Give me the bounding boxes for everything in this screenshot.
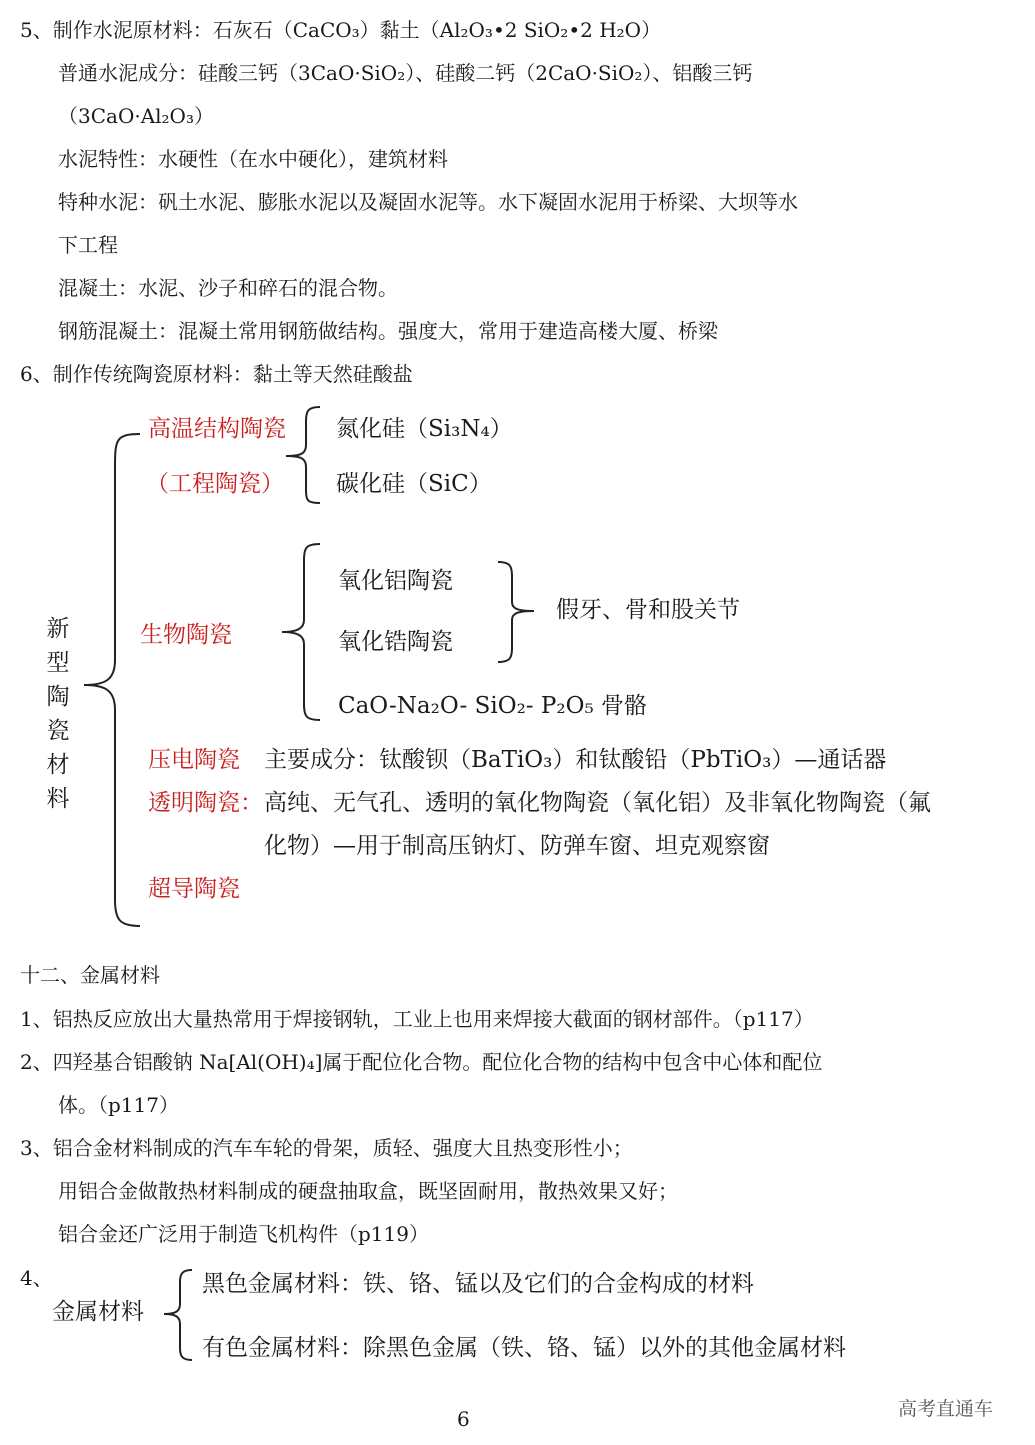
metals-item-3: 3、铝合金材料制成的汽车车轮的骨架，质轻、强度大且热变形性小； — [20, 1136, 633, 1160]
line-cement-components: 普通水泥成分：硅酸三钙（3CaO·SiO₂）、硅酸二钙（2CaO·SiO₂）、铝酸三钙 — [58, 61, 753, 85]
line-cement-components-cont: （3CaO·Al₂O₃） — [58, 104, 214, 128]
line-cement-property: 水泥特性：水硬性（在水中硬化），建筑材料 — [58, 147, 448, 171]
piezo-description: 主要成分：钛酸钡（BaTiO₃）和钛酸铅（PbTiO₃）—通话器 — [264, 747, 887, 773]
line-traditional-ceramics: 6、制作传统陶瓷原材料：黏土等天然硅酸盐 — [20, 362, 413, 386]
metals-item-2: 2、四羟基合铝酸钠 Na[Al(OH)₄]属于配位化合物。配位化合物的结构中包含中心体和配位 — [20, 1050, 823, 1074]
piezo-ceramics: 压电陶瓷 — [148, 747, 240, 773]
page-number: 6 — [457, 1407, 470, 1431]
line-reinforced-concrete: 钢筋混凝土：混凝土常用钢筋做结构。强度大，常用于建造高楼大厦、桥梁 — [58, 319, 718, 343]
bio-right-brace — [494, 560, 539, 665]
transparent-ceramics: 透明陶瓷： — [148, 790, 263, 816]
bio-brace — [278, 542, 328, 722]
metals-item-4: 4、 — [20, 1266, 53, 1290]
new-ceramics-root: 新 型 陶 瓷 材 料 — [46, 616, 70, 812]
metals-brace — [160, 1268, 200, 1363]
superconducting-ceramics: 超导陶瓷 — [148, 876, 240, 902]
silicon-carbide: 碳化硅（SiC） — [336, 471, 492, 497]
metals-heading: 十二、金属材料 — [20, 963, 160, 987]
metals-item-3-line3: 铝合金还广泛用于制造飞机构件（p119） — [58, 1222, 429, 1246]
line-cement-raw: 5、制作水泥原材料：石灰石（CaCO₃）黏土（Al₂O₃•2 SiO₂•2 H₂O） — [20, 18, 662, 42]
metals-item-1: 1、铝热反应放出大量热常用于焊接钢轨，工业上也用来焊接大截面的钢材部件。（p117） — [20, 1007, 814, 1031]
main-brace — [80, 430, 150, 930]
alumina-ceramics: 氧化铝陶瓷 — [338, 568, 453, 594]
high-temp-ceramics: 高温结构陶瓷 — [148, 416, 286, 442]
line-special-cement-cont: 下工程 — [58, 233, 118, 257]
metal-materials-label: 金属材料 — [52, 1299, 144, 1325]
engineering-ceramics: （工程陶瓷） — [146, 471, 284, 497]
transparent-description-cont: 化物）—用于制高压钠灯、防弹车窗、坦克观察窗 — [264, 833, 770, 859]
zirconia-ceramics: 氧化锆陶瓷 — [338, 629, 453, 655]
transparent-description: 高纯、无气孔、透明的氧化物陶瓷（氧化铝）及非氧化物陶瓷（氟 — [264, 790, 931, 816]
bio-ceramics: 生物陶瓷 — [140, 622, 232, 648]
line-special-cement: 特种水泥：矾土水泥、膨胀水泥以及凝固水泥等。水下凝固水泥用于桥梁、大坝等水 — [58, 190, 798, 214]
ferrous-metals: 黑色金属材料：铁、铬、锰以及它们的合金构成的材料 — [202, 1271, 754, 1297]
line-concrete: 混凝土：水泥、沙子和碎石的混合物。 — [58, 276, 398, 300]
nonferrous-metals: 有色金属材料：除黑色金属（铁、铬、锰）以外的其他金属材料 — [202, 1335, 846, 1361]
silicon-nitride: 氮化硅（Si₃N₄） — [336, 416, 513, 442]
metals-item-2-cont: 体。（p117） — [58, 1093, 179, 1117]
watermark: 高考直通车 — [898, 1398, 994, 1420]
teeth-joints: 假牙、骨和股关节 — [556, 597, 740, 623]
bone-composition: CaO-Na₂O- SiO₂- P₂O₅ 骨骼 — [338, 693, 647, 719]
metals-item-3-line2: 用铝合金做散热材料制成的硬盘抽取盒，既坚固耐用，散热效果又好； — [58, 1179, 678, 1203]
high-temp-brace — [282, 405, 327, 505]
